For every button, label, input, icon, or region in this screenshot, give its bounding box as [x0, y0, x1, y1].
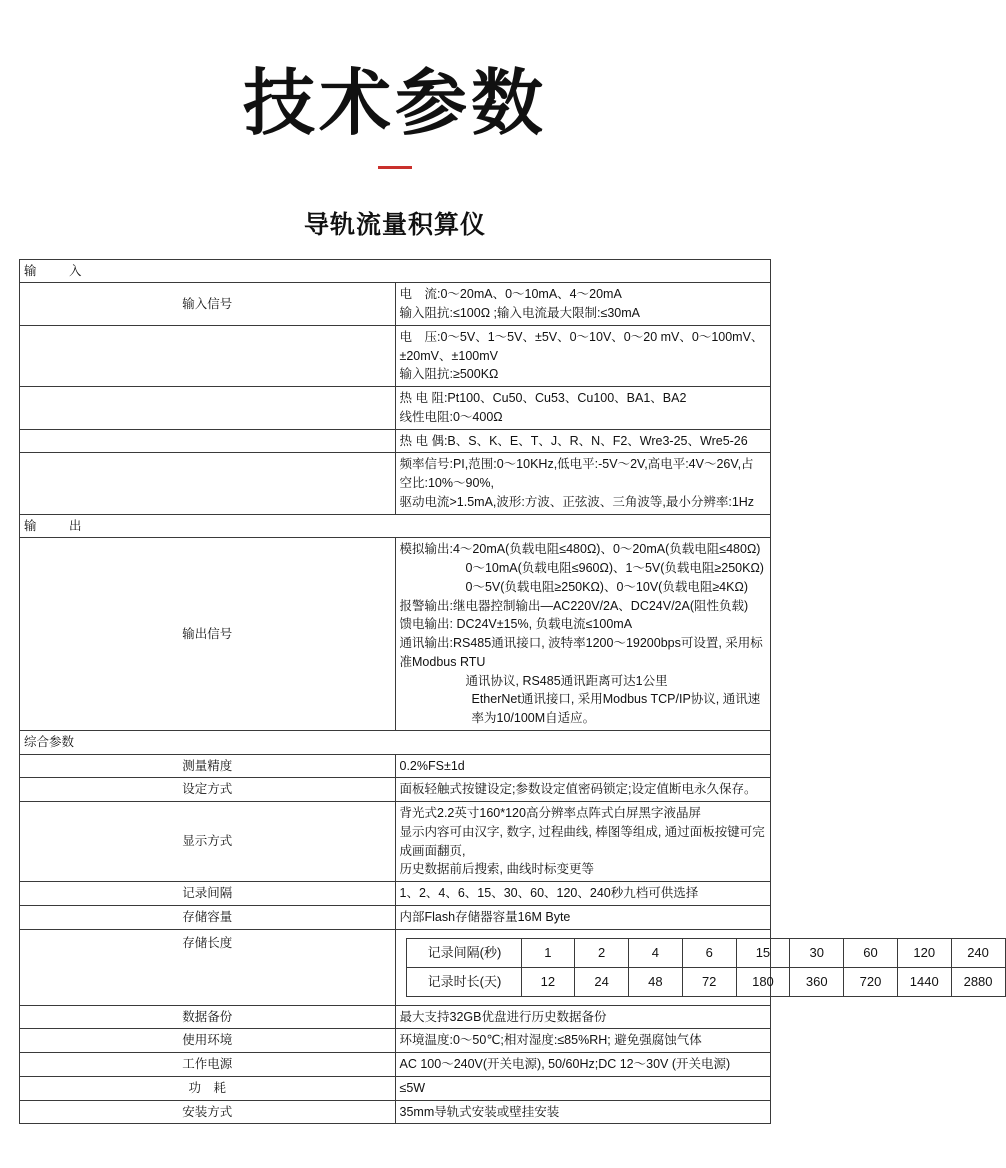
- row-label-input-signal: 输入信号: [20, 283, 396, 326]
- line: 显示内容可由汉字, 数字, 过程曲线, 棒图等组成, 通过面板按键可完成画面翻页,: [399, 824, 765, 858]
- storage-row-header: 记录时长(天): [406, 967, 521, 996]
- row-value-rtd: [395, 387, 771, 430]
- spec-table-body: [20, 259, 993, 1124]
- table-row: [20, 453, 771, 514]
- storage-cell: 12: [521, 967, 575, 996]
- line: 通讯输出:RS485通讯接口, 波特率1200～19200bps可设置, 采用标准Modbus RTU: [399, 636, 763, 669]
- row-value-accuracy: 0.2%FS±1d: [395, 754, 771, 778]
- spec-table: [19, 259, 993, 1125]
- storage-cell: 4: [629, 938, 683, 967]
- table-row: [20, 778, 771, 802]
- table-row: [20, 905, 771, 929]
- row-value-mounting: 35mm导轨式安装或壁挂安装: [395, 1100, 771, 1124]
- row-value-output: [395, 538, 771, 731]
- row-value-data-backup: 最大支持32GB优盘进行历史数据备份: [395, 1005, 771, 1029]
- table-row: [20, 802, 771, 882]
- row-label-power-consumption: 功 耗: [20, 1076, 396, 1100]
- page-subtitle: 导轨流量积算仪: [303, 210, 486, 239]
- storage-cell: 1440: [897, 967, 951, 996]
- table-row: [20, 387, 771, 430]
- table-row: [20, 730, 771, 754]
- storage-cell: 2: [575, 938, 629, 967]
- line: 输入阻抗:≥500KΩ: [399, 367, 499, 382]
- storage-cell: 720: [844, 967, 898, 996]
- row-value-voltage: [395, 325, 771, 386]
- line: 驱动电流>1.5mA,波形:方波、正弦波、三角波等,最小分辨率:1Hz: [399, 494, 755, 509]
- line: 0～10mA(负载电阻≤960Ω)、1～5V(负载电阻≥250KΩ): [465, 561, 764, 576]
- section-header-general: 综合参数: [20, 730, 771, 754]
- line: 电 压:0～5V、1～5V、±5V、0～10V、0～20 mV、0～100mV、±20mV、±100mV: [399, 329, 764, 363]
- table-row: [20, 929, 771, 1005]
- row-label-blank-4: [20, 453, 396, 514]
- storage-cell: 72: [682, 967, 736, 996]
- line: 历史数据前后搜索, 曲线时标变更等: [399, 862, 594, 877]
- storage-row-header: 记录间隔(秒): [406, 938, 521, 967]
- table-row: [20, 1005, 771, 1029]
- line: 0～5V(负载电阻≥250KΩ)、0～10V(负载电阻≥4KΩ): [465, 579, 748, 594]
- line: 线性电阻:0～400Ω: [399, 409, 503, 424]
- line: 通讯协议, RS485通讯距离可达1公里: [465, 673, 668, 688]
- row-label-setting-method: 设定方式: [20, 778, 396, 802]
- table-row: [20, 1100, 771, 1124]
- row-label-storage-capacity: 存储容量: [20, 905, 396, 929]
- table-row: [20, 514, 771, 538]
- line: 热 电 偶:B、S、K、E、T、J、R、N、F2、Wre3-25、Wre5-26: [399, 433, 748, 448]
- storage-cell: 1: [521, 938, 575, 967]
- line: EtherNet通讯接口, 采用Modbus TCP/IP协议, 通讯速率为10/100M自适应。: [471, 692, 761, 726]
- row-value-power-consumption: ≤5W: [395, 1076, 771, 1100]
- storage-cell: 24: [575, 967, 629, 996]
- row-label-storage-length: 存储长度: [20, 929, 396, 1005]
- table-row: [406, 967, 1005, 996]
- row-value-current: [395, 283, 771, 326]
- storage-cell: 2880: [951, 967, 1005, 996]
- table-row: [20, 754, 771, 778]
- row-value-thermocouple: [395, 429, 771, 453]
- row-value-storage-capacity: 内部Flash存储器容量16M Byte: [395, 905, 771, 929]
- section-header-input: 输 入: [20, 259, 771, 283]
- row-value-frequency: [395, 453, 771, 514]
- storage-cell: 6: [682, 938, 736, 967]
- table-row: [20, 1076, 771, 1100]
- line: 热 电 阻:Pt100、Cu50、Cu53、Cu100、BA1、BA2: [399, 391, 687, 406]
- line: 电 流:0～20mA、0～10mA、4～20mA: [399, 287, 622, 302]
- row-label-data-backup: 数据备份: [20, 1005, 396, 1029]
- storage-length-body: [406, 938, 1005, 996]
- line: 背光式2.2英寸160*120高分辨率点阵式白屏黑字液晶屏: [399, 806, 701, 821]
- row-label-record-interval: 记录间隔: [20, 882, 396, 906]
- table-row: [20, 259, 771, 283]
- storage-cell: 48: [629, 967, 683, 996]
- row-value-setting-method: 面板轻触式按键设定;参数设定值密码锁定;设定值断电永久保存。: [395, 778, 771, 802]
- row-label-blank-3: [20, 429, 396, 453]
- table-row: [20, 538, 771, 731]
- row-label-mounting: 安装方式: [20, 1100, 396, 1124]
- row-label-blank-1: [20, 325, 396, 386]
- storage-cell: 240: [951, 938, 1005, 967]
- line: 报警输出:继电器控制输出—AC220V/2A、DC24V/2A(阻性负载): [399, 598, 749, 613]
- row-value-record-interval: 1、2、4、6、15、30、60、120、240秒九档可供选择: [395, 882, 771, 906]
- line: 输入阻抗:≤100Ω ;输入电流最大限制:≤30mA: [399, 306, 640, 321]
- table-row: [20, 283, 771, 326]
- row-label-output-signal: 输出信号: [20, 538, 396, 731]
- storage-cell: 60: [844, 938, 898, 967]
- table-row: [20, 1053, 771, 1077]
- table-row: [20, 1029, 771, 1053]
- storage-cell: 180: [736, 967, 790, 996]
- table-row: [20, 429, 771, 453]
- row-value-power-supply: AC 100～240V(开关电源), 50/60Hz;DC 12～30V (开关电源): [395, 1053, 771, 1077]
- table-row: [20, 325, 771, 386]
- title-divider: [378, 166, 412, 169]
- line: 模拟输出:4～20mA(负载电阻≤480Ω)、0～20mA(负载电阻≤480Ω): [399, 542, 761, 557]
- row-label-power-supply: 工作电源: [20, 1053, 396, 1077]
- row-label-display: 显示方式: [20, 802, 396, 882]
- table-row: [20, 882, 771, 906]
- line: 馈电输出: DC24V±15%, 负载电流≤100mA: [399, 617, 633, 632]
- row-value-environment: 环境温度:0～50℃;相对湿度:≤85%RH; 避免强腐蚀气体: [395, 1029, 771, 1053]
- page-title: 技术参数: [242, 61, 547, 145]
- storage-cell: 15: [736, 938, 790, 967]
- storage-cell: 30: [790, 938, 844, 967]
- line: 频率信号:PI,范围:0～10KHz,低电平:-5V～2V,高电平:4V～26V,占空比:10%～90%,: [399, 457, 754, 491]
- row-value-display: [395, 802, 771, 882]
- storage-cell: 360: [790, 967, 844, 996]
- row-label-blank-2: [20, 387, 396, 430]
- storage-cell: 120: [897, 938, 951, 967]
- table-row: [406, 938, 1005, 967]
- row-value-storage-length: [395, 929, 993, 1005]
- storage-length-table: [406, 938, 1006, 997]
- row-label-environment: 使用环境: [20, 1029, 396, 1053]
- row-label-accuracy: 测量精度: [20, 754, 396, 778]
- section-header-output: 输 出: [20, 514, 771, 538]
